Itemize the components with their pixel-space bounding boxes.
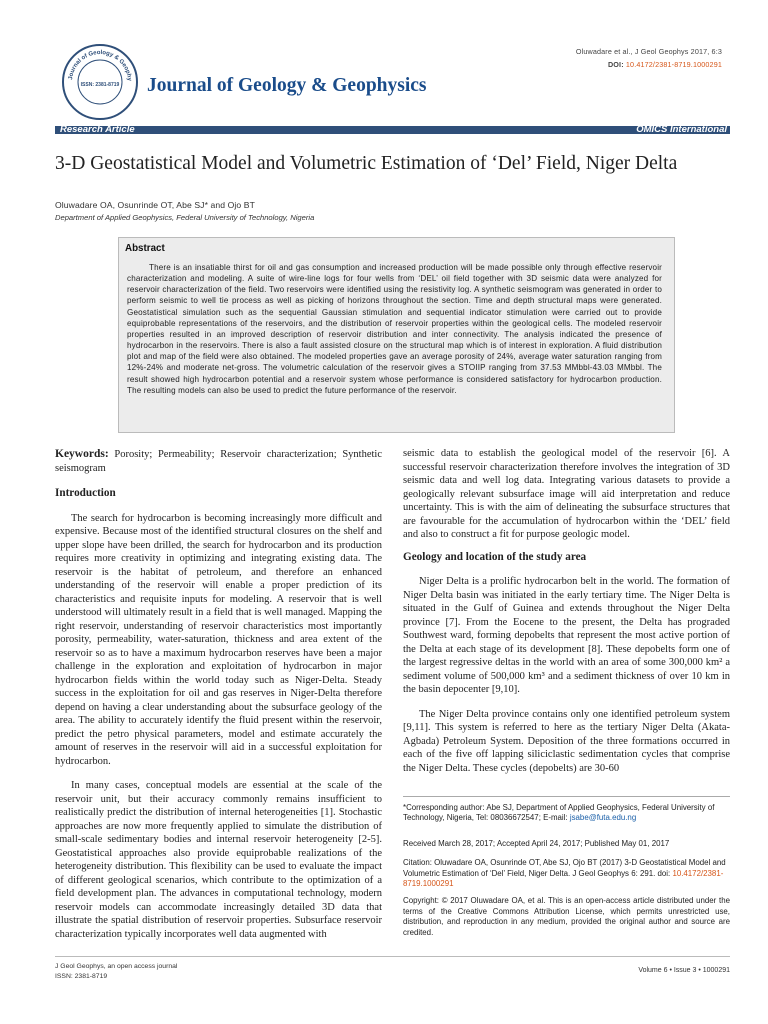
article-title: 3-D Geostatistical Model and Volumetric Estimation of ‘Del’ Field, Niger Delta bbox=[55, 153, 678, 174]
logo-issn: ISSN: 2381-8719 bbox=[80, 82, 120, 88]
geology-paragraph: Niger Delta is a prolific hydrocarbon belt in the world. The formation of Niger Delta basin was initiated in the early tertiary time. The Niger Delta is situated in the Gulf of Guinea and extends throughout the Niger Delta province [7]. From the Eocene to the present, the Delta has prograded Southwest ward, forming depobelts that represent the most active portion of the Delta at each stage of its development [8]. These depobelts form one of the largest regressive deltas in the world with an area of some 300,000 km² a sediment volume of 500,000 km³ and a sediment thickness of over 10 km in the basin depocenter [9,10]. bbox=[403, 576, 730, 695]
keywords bbox=[55, 448, 382, 475]
copyright-note: Copyright: © 2017 Oluwadare OA, et al. This is an open-access article distributed under the terms of the Creative Commons Attribution License, which permits unrestricted use, distribution, and reproduction in any medium, provided the original author and source are credited. bbox=[403, 896, 730, 937]
citation-doi-link[interactable]: 10.4172/2381-8719.1000291 bbox=[403, 868, 724, 888]
logo-arc-text: Journal of Geology & Geophy bbox=[68, 49, 133, 82]
email-link[interactable]: jsabe@futa.edu.ng bbox=[569, 813, 637, 823]
geology-heading: Geology and location of the study area bbox=[403, 550, 587, 563]
intro-paragraph: In many cases, conceptual models are essential at the scale of the reservoir unit, but their accuracy commonly remains insufficient to realistically predict the distribution of internal heterogeneities [1]. Stochastic approaches are now more frequently applied to simulate the distribution of small-scale sedimentary bodies and internal reservoir heterogeneity [2-5]. Geostatistical approaches also provide equiprobable realizations of the heterogeneity distribution. This flexibility can be used to evaluate the impact of different geological scenarios, which contribute to the optimization of a field development plan. The advances in computational technology, modern reservoir models can accommodate increasingly detailed 3D data that illustrate the spatial distribution of reservoir properties. Subsurface reservoir characterization typically incorporates well data augmented with bbox=[55, 780, 382, 940]
corresponding-author bbox=[403, 803, 730, 823]
footer-issn: ISSN: 2381-8719 bbox=[55, 973, 108, 980]
header-doi-link[interactable]: 10.4172/2381-8719.1000291 bbox=[625, 60, 722, 69]
intro-paragraph: The search for hydrocarbon is becoming increasingly more difficult and expensive. Because most of the identified structural closures on the shelf and upper slope have been drilled, the search for hydrocarbon and its production requires more creativity in optimizing and integrating existing data. The reservoir is the habitat of petroleum, and therefore an enhanced understanding of the reservoir will enable a proper prediction of its characteristics and requisite inputs for modeling. A reservoir that is well understood will ultimately result in a field that is well managed. Mapping the right reservoir, understanding of reservoir characteristics most importantly porosity, permeability, water-saturation, thickness and area extent of the reservoir so as to have a maximum hydrocarbon reserves have been a major challenge in the exploration and exploitation of hydrocarbon in major hydrocarbon fields within the world today such as Niger-Delta. Steady success in the exploitation for oil and gas reserves in Niger-Delta therefore depend on having a clear understanding about the subsurface geology of the area. The ability to accurately identify the fluid present within the reservoir, predict the petro physical parameters, model and estimate accurately the amount of reserves in the reservoir will aid in a successful exploitation for hydrocarbon. bbox=[55, 512, 382, 767]
abstract-text: There is an insatiable thirst for oil and gas consumption and increased production will be made possible only through effective reservoir characterization and modeling. A suite of wire-line logs for four wells from ‘DEL’ oil field together with 3D seismic data were analyzed for reservoir characterization of the field. Two reservoirs were identified using the resistivity log. A synthetic seismogram was generated in order to perform seismic to well tie process as well as picking of horizons throughout the section. Time and depth structural maps were generated. Geostatistical simulation such as the sequential Gaussian stimulation and sequential indicator stimulation were carried out to provide equiprobable representations of the reservoirs, and the distribution of reservoir properties within the geological cells. The modeled reservoir properties resulted in an improved description of reservoir distribution and inter connectivity. The analysis indicated the presence of hydrocarbon in the reservoirs. There is also a fault assisted closure on the structural map which is of interest in exploration. A fluid distribution plot and map of the field were also obtained. The modeled properties gave an average porosity of 24%, average water saturation ranging from 12%-24% and moderate net-gross. The volumetric calculation of the reservoir gives a STOIIP ranging from 37.53 MMbbl-43.03 MMbbl. The result showed high hydrocarbon potential and a reservoir system whose performance is considered satisfactory for hydrocarbon production. The resulting models can also be used to predict the future performance of the reservoir. bbox=[127, 263, 662, 395]
citation-note bbox=[403, 858, 730, 890]
author-list: Oluwadare OA, Osunrinde OT, Abe SJ* and Ojo BT bbox=[55, 200, 255, 210]
body-paragraph: seismic data to establish the geological model of the reservoir [6]. A successful reservoir characterization therefore involves the integration of 3D seismic data and well log data. Integrating various datasets to provide a geologically relevant subsurface image will aid interpretation and reduce uncertainty. This is with the aim of delineating the subsurface structures that are favourable for the accumulation of hydrocarbon within the ‘DEL’ field and also to construct a fit for purpose geologic model. bbox=[403, 448, 730, 540]
footer-journal bbox=[55, 962, 177, 982]
article-type-label: Research Article bbox=[60, 124, 135, 135]
doi-label: DOI: bbox=[607, 60, 624, 69]
header-citation bbox=[576, 45, 722, 71]
footnote-divider bbox=[403, 796, 730, 797]
body-column-right bbox=[403, 447, 730, 775]
corresponding-text: *Corresponding author: Abe SJ, Department of Applied Geophysics, Federal University of Technology, Nigeria, Tel: 08036672547; E-mail: bbox=[403, 803, 715, 823]
author-affiliation: Department of Applied Geophysics, Federal University of Technology, Nigeria bbox=[55, 213, 315, 222]
intro-heading: Introduction bbox=[55, 487, 116, 499]
abstract-heading: Abstract bbox=[125, 243, 165, 254]
citation-text: Citation: Oluwadare OA, Osunrinde OT, Abe SJ, Ojo BT (2017) 3-D Geostatistical Model and Volumetric Estimation of ‘Del’ Field, Niger Delta. J Geol Geophys 6: 291. doi: bbox=[403, 858, 726, 878]
geology-paragraph: The Niger Delta province contains only one identified petroleum system [9,11]. This system is referred to here as the tertiary Niger Delta (Akata-Agbada) Petroleum System. Deposition of the three formations occurred in each of the five off lapping siliciclastic sedimentation cycles that comprise the Niger Delta. These cycles (depobelts) are 30-60 bbox=[403, 708, 730, 774]
article-type-bar bbox=[55, 126, 730, 134]
journal-logo bbox=[60, 42, 140, 122]
footer-divider bbox=[55, 956, 730, 957]
footer-volume: Volume 6 • Issue 3 • 1000291 bbox=[638, 967, 730, 974]
received-dates: Received March 28, 2017; Accepted April 24, 2017; Published May 01, 2017 bbox=[403, 839, 670, 848]
keywords-text: Porosity; Permeability; Reservoir characterization; Synthetic seismogram bbox=[55, 449, 383, 474]
footer-journal-name: J Geol Geophys, an open access journal bbox=[55, 963, 178, 970]
journal-title: Journal of Geology & Geophysics bbox=[147, 75, 427, 96]
header-citation-text: Oluwadare et al., J Geol Geophys 2017, 6:3 bbox=[575, 47, 722, 56]
publisher-label: OMICS International bbox=[636, 124, 727, 135]
body-column-left bbox=[55, 448, 382, 941]
keywords-label: Keywords: bbox=[55, 448, 109, 460]
